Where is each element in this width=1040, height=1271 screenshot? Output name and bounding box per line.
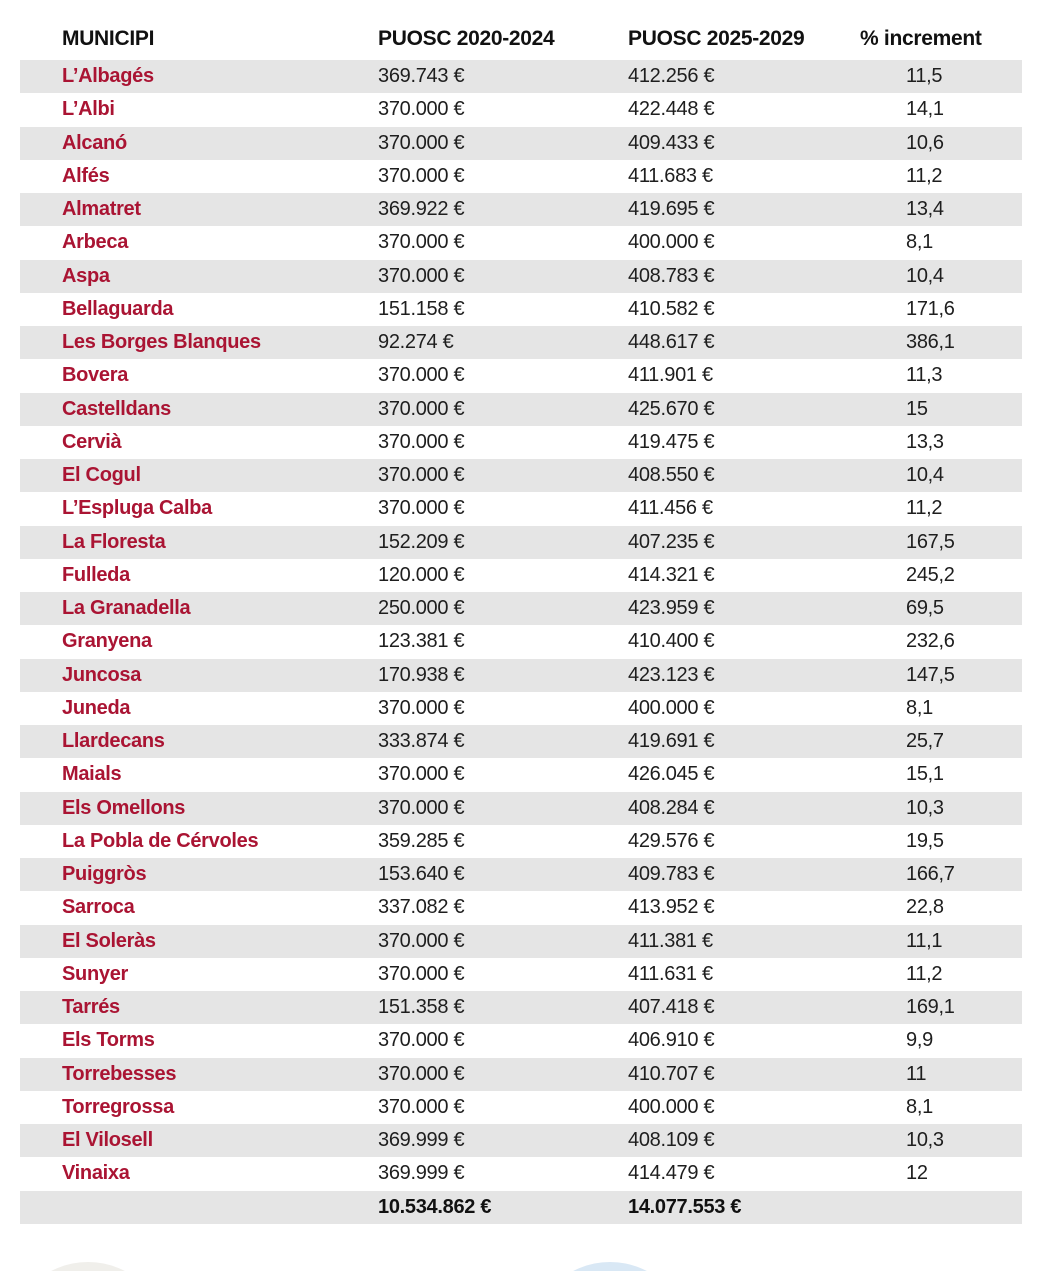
puosc-2025-2029-value: 411.901 € bbox=[628, 364, 713, 387]
municipality-name: La Floresta bbox=[62, 530, 166, 553]
increment-value: 10,3 bbox=[906, 796, 944, 819]
puosc-2020-2024-value: 370.000 € bbox=[378, 231, 465, 254]
puosc-2025-2029-value: 411.683 € bbox=[628, 164, 713, 187]
table-row bbox=[20, 858, 1022, 891]
puosc-2025-2029-value: 419.695 € bbox=[628, 198, 715, 221]
municipality-name: El Soleràs bbox=[62, 929, 156, 952]
puosc-2025-2029-value: 411.631 € bbox=[628, 962, 713, 985]
table-row bbox=[20, 891, 1022, 924]
table-row bbox=[20, 127, 1022, 160]
puosc-2025-2029-value: 426.045 € bbox=[628, 763, 715, 786]
puosc-2025-2029-value: 422.448 € bbox=[628, 98, 715, 121]
column-header-puosc-2020-2024: PUOSC 2020-2024 bbox=[378, 27, 555, 50]
municipality-name: Els Torms bbox=[62, 1029, 155, 1052]
puosc-2020-2024-value: 370.000 € bbox=[378, 497, 465, 520]
puosc-2025-2029-value: 406.910 € bbox=[628, 1029, 715, 1052]
puosc-2025-2029-value: 408.109 € bbox=[628, 1129, 715, 1152]
puosc-2020-2024-value: 370.000 € bbox=[378, 397, 465, 420]
table-row bbox=[20, 625, 1022, 658]
puosc-2025-2029-value: 411.456 € bbox=[628, 497, 713, 520]
puosc-2020-2024-value: 333.874 € bbox=[378, 730, 465, 753]
increment-value: 147,5 bbox=[906, 663, 955, 686]
increment-value: 15 bbox=[906, 397, 928, 420]
puosc-2025-2029-value: 414.321 € bbox=[628, 563, 715, 586]
table-row bbox=[20, 592, 1022, 625]
table-row bbox=[20, 93, 1022, 126]
municipality-name: Cervià bbox=[62, 430, 122, 453]
puosc-2025-2029-value: 410.582 € bbox=[628, 297, 715, 320]
puosc-2020-2024-value: 152.209 € bbox=[378, 530, 465, 553]
puosc-2020-2024-value: 123.381 € bbox=[378, 630, 465, 653]
municipality-name: Puiggròs bbox=[62, 863, 147, 886]
table-row bbox=[20, 1024, 1022, 1057]
decorative-circle-left bbox=[8, 1262, 168, 1271]
puosc-2025-2029-value: 400.000 € bbox=[628, 696, 715, 719]
puosc-2025-2029-value: 407.235 € bbox=[628, 530, 715, 553]
table-row bbox=[20, 393, 1022, 426]
table-row bbox=[20, 526, 1022, 559]
decorative-circle-right bbox=[530, 1262, 690, 1271]
puosc-2025-2029-value: 429.576 € bbox=[628, 829, 715, 852]
column-header-puosc-2025-2029: PUOSC 2025-2029 bbox=[628, 27, 805, 50]
table-row bbox=[20, 692, 1022, 725]
puosc-2020-2024-value: 370.000 € bbox=[378, 364, 465, 387]
puosc-2025-2029-value: 419.475 € bbox=[628, 430, 715, 453]
puosc-2020-2024-value: 370.000 € bbox=[378, 430, 465, 453]
puosc-2025-2029-value: 400.000 € bbox=[628, 231, 715, 254]
puosc-2020-2024-value: 369.999 € bbox=[378, 1162, 465, 1185]
municipality-name: L’Albi bbox=[62, 98, 115, 121]
table-row bbox=[20, 825, 1022, 858]
puosc-2025-2029-value: 448.617 € bbox=[628, 331, 715, 354]
puosc-2020-2024-value: 369.999 € bbox=[378, 1129, 465, 1152]
increment-value: 171,6 bbox=[906, 297, 955, 320]
table-row bbox=[20, 925, 1022, 958]
table-row bbox=[20, 659, 1022, 692]
increment-value: 11,2 bbox=[906, 497, 943, 520]
increment-value: 11,2 bbox=[906, 962, 943, 985]
increment-value: 11,2 bbox=[906, 164, 943, 187]
municipality-name: Torregrossa bbox=[62, 1095, 174, 1118]
municipality-name: Els Omellons bbox=[62, 796, 186, 819]
puosc-2020-2024-value: 370.000 € bbox=[378, 962, 465, 985]
increment-value: 22,8 bbox=[906, 896, 944, 919]
table-row bbox=[20, 60, 1022, 93]
municipality-name: La Pobla de Cérvoles bbox=[62, 829, 259, 852]
table-row bbox=[20, 226, 1022, 259]
puosc-2020-2024-value: 370.000 € bbox=[378, 1029, 465, 1052]
table-row bbox=[20, 958, 1022, 991]
puosc-2025-2029-value: 412.256 € bbox=[628, 65, 715, 88]
puosc-2025-2029-value: 423.959 € bbox=[628, 597, 715, 620]
increment-value: 245,2 bbox=[906, 563, 955, 586]
municipality-name: Les Borges Blanques bbox=[62, 331, 261, 354]
municipality-name: Fulleda bbox=[62, 563, 130, 586]
increment-value: 25,7 bbox=[906, 730, 944, 753]
puosc-2025-2029-value: 414.479 € bbox=[628, 1162, 715, 1185]
municipality-name: Arbeca bbox=[62, 231, 129, 254]
increment-value: 14,1 bbox=[906, 98, 944, 121]
increment-value: 69,5 bbox=[906, 597, 944, 620]
increment-value: 8,1 bbox=[906, 696, 933, 719]
table-row bbox=[20, 359, 1022, 392]
municipality-name: Juneda bbox=[62, 696, 131, 719]
puosc-2025-2029-value: 407.418 € bbox=[628, 996, 715, 1019]
column-header-municipi: MUNICIPI bbox=[62, 27, 155, 50]
increment-value: 10,4 bbox=[906, 464, 944, 487]
increment-value: 11 bbox=[906, 1062, 927, 1085]
table-row bbox=[20, 459, 1022, 492]
puosc-2020-2024-value: 250.000 € bbox=[378, 597, 465, 620]
increment-value: 8,1 bbox=[906, 1095, 933, 1118]
puosc-2020-2024-value: 170.938 € bbox=[378, 663, 465, 686]
municipality-name: Llardecans bbox=[62, 730, 165, 753]
puosc-2020-2024-value: 370.000 € bbox=[378, 796, 465, 819]
increment-value: 19,5 bbox=[906, 829, 944, 852]
municipality-name: Vinaixa bbox=[62, 1162, 130, 1185]
puosc-2025-2029-value: 409.433 € bbox=[628, 131, 715, 154]
puosc-2020-2024-value: 370.000 € bbox=[378, 164, 465, 187]
puosc-2025-2029-value: 408.284 € bbox=[628, 796, 715, 819]
table-row bbox=[20, 426, 1022, 459]
puosc-2025-2029-value: 411.381 € bbox=[628, 929, 713, 952]
municipality-name: Granyena bbox=[62, 630, 152, 653]
puosc-2025-2029-value: 408.550 € bbox=[628, 464, 715, 487]
puosc-2020-2024-value: 370.000 € bbox=[378, 1062, 465, 1085]
municipality-name: El Cogul bbox=[62, 464, 141, 487]
increment-value: 169,1 bbox=[906, 996, 955, 1019]
table-header bbox=[20, 18, 1022, 60]
municipality-name: La Granadella bbox=[62, 597, 191, 620]
total-puosc-2025-2029: 14.077.553 € bbox=[628, 1195, 742, 1218]
increment-value: 10,3 bbox=[906, 1129, 944, 1152]
increment-value: 8,1 bbox=[906, 231, 933, 254]
puosc-2020-2024-value: 120.000 € bbox=[378, 563, 465, 586]
table-row bbox=[20, 1124, 1022, 1157]
municipality-name: Juncosa bbox=[62, 663, 142, 686]
table-row bbox=[20, 293, 1022, 326]
municipality-name: Sarroca bbox=[62, 896, 135, 919]
table-row bbox=[20, 725, 1022, 758]
puosc-2020-2024-value: 369.922 € bbox=[378, 198, 465, 221]
table-row bbox=[20, 991, 1022, 1024]
increment-value: 386,1 bbox=[906, 331, 955, 354]
puosc-2020-2024-value: 370.000 € bbox=[378, 929, 465, 952]
puosc-2020-2024-value: 359.285 € bbox=[378, 829, 465, 852]
puosc-2025-2029-value: 413.952 € bbox=[628, 896, 715, 919]
municipality-name: L’Albagés bbox=[62, 65, 154, 88]
puosc-2020-2024-value: 92.274 € bbox=[378, 331, 454, 354]
column-header-increment: % increment bbox=[860, 27, 982, 50]
table-row bbox=[20, 326, 1022, 359]
table-row bbox=[20, 260, 1022, 293]
increment-value: 9,9 bbox=[906, 1029, 933, 1052]
municipality-name: Alcanó bbox=[62, 131, 127, 154]
table-row bbox=[20, 1157, 1022, 1190]
table-row bbox=[20, 1091, 1022, 1124]
municipality-name: Tarrés bbox=[62, 996, 120, 1019]
table-total-row bbox=[20, 1191, 1022, 1224]
municipality-name: Castelldans bbox=[62, 397, 171, 420]
municipality-name: Almatret bbox=[62, 198, 141, 221]
increment-value: 11,1 bbox=[906, 929, 943, 952]
puosc-2020-2024-value: 151.358 € bbox=[378, 996, 465, 1019]
municipality-name: L’Espluga Calba bbox=[62, 497, 212, 520]
puosc-2025-2029-value: 410.707 € bbox=[628, 1062, 715, 1085]
increment-value: 13,4 bbox=[906, 198, 944, 221]
municipality-name: Aspa bbox=[62, 264, 110, 287]
puosc-2020-2024-value: 370.000 € bbox=[378, 1095, 465, 1118]
municipality-name: Bovera bbox=[62, 364, 129, 387]
puosc-2020-2024-value: 370.000 € bbox=[378, 264, 465, 287]
municipality-name: Torrebesses bbox=[62, 1062, 177, 1085]
increment-value: 13,3 bbox=[906, 430, 944, 453]
table-row bbox=[20, 758, 1022, 791]
puosc-2020-2024-value: 370.000 € bbox=[378, 98, 465, 121]
municipality-name: El Vilosell bbox=[62, 1129, 153, 1152]
municipality-name: Bellaguarda bbox=[62, 297, 174, 320]
puosc-2025-2029-value: 409.783 € bbox=[628, 863, 715, 886]
increment-value: 166,7 bbox=[906, 863, 955, 886]
table-row bbox=[20, 559, 1022, 592]
puosc-2020-2024-value: 370.000 € bbox=[378, 696, 465, 719]
puosc-2025-2029-value: 400.000 € bbox=[628, 1095, 715, 1118]
puosc-2025-2029-value: 419.691 € bbox=[628, 730, 715, 753]
municipality-name: Maials bbox=[62, 763, 122, 786]
puosc-2020-2024-value: 370.000 € bbox=[378, 464, 465, 487]
puosc-2025-2029-value: 410.400 € bbox=[628, 630, 715, 653]
table-row bbox=[20, 193, 1022, 226]
puosc-2025-2029-value: 423.123 € bbox=[628, 663, 715, 686]
total-puosc-2020-2024: 10.534.862 € bbox=[378, 1195, 492, 1218]
increment-value: 10,4 bbox=[906, 264, 944, 287]
increment-value: 10,6 bbox=[906, 131, 944, 154]
increment-value: 15,1 bbox=[906, 763, 944, 786]
table-row bbox=[20, 492, 1022, 525]
table-row bbox=[20, 160, 1022, 193]
table-row bbox=[20, 792, 1022, 825]
increment-value: 11,5 bbox=[906, 65, 943, 88]
table-body bbox=[20, 60, 1022, 1191]
puosc-2025-2029-value: 425.670 € bbox=[628, 397, 715, 420]
municipality-name: Alfés bbox=[62, 164, 110, 187]
increment-value: 11,3 bbox=[906, 364, 943, 387]
puosc-2020-2024-value: 369.743 € bbox=[378, 65, 465, 88]
puosc-2020-2024-value: 370.000 € bbox=[378, 763, 465, 786]
puosc-2025-2029-value: 408.783 € bbox=[628, 264, 715, 287]
puosc-2020-2024-value: 337.082 € bbox=[378, 896, 465, 919]
puosc-2020-2024-value: 151.158 € bbox=[378, 297, 465, 320]
puosc-2020-2024-value: 370.000 € bbox=[378, 131, 465, 154]
increment-value: 167,5 bbox=[906, 530, 955, 553]
municipality-name: Sunyer bbox=[62, 962, 129, 985]
increment-value: 232,6 bbox=[906, 630, 955, 653]
table-row bbox=[20, 1058, 1022, 1091]
increment-value: 12 bbox=[906, 1162, 928, 1185]
puosc-2020-2024-value: 153.640 € bbox=[378, 863, 465, 886]
